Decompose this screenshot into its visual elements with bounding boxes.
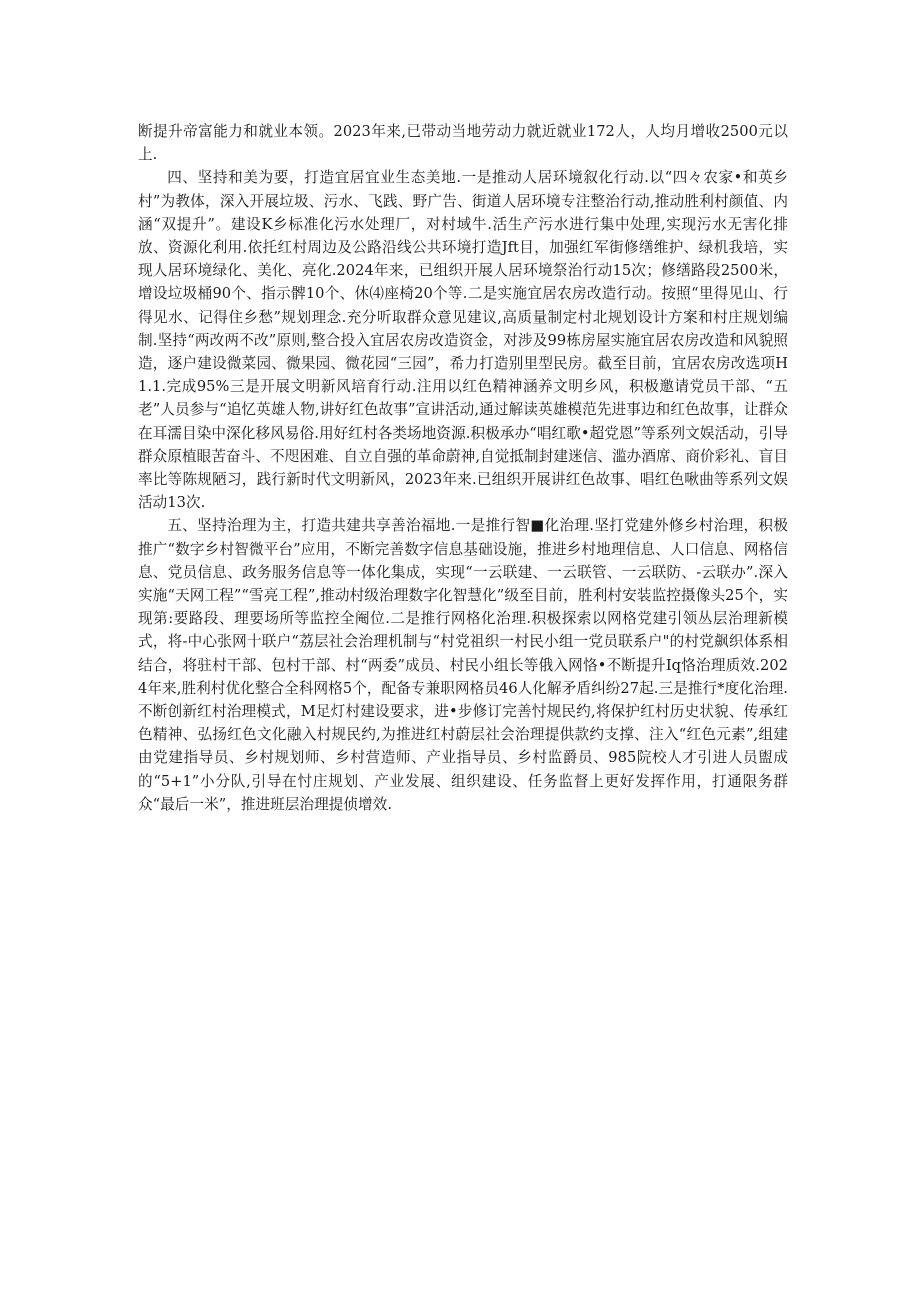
- document-page: [138, 120, 788, 816]
- paragraph-continuation: 断提升帝富能力和就业本领。2023年来,已带动当地劳动力就近就业172人，人均月增收2500元以上.: [138, 123, 788, 164]
- paragraph-section-five: 五、坚持治理为主，打造共建共享善治福地.一是推行智■化治理.坚打党建外修乡村治理，积极推广“数字乡村智微平台”应用，不断完善数字信息基础设施，推进乡村地理信息、人口信息、网格信息、党员信息、政务服务信息等一体化集成，实现“一云联建、一云联管、一云联防、-云联办”.深入实施“天网工程”“雪亮工程”,推动村级治理数字化智慧化”级至目前，胜利村安装监控摄像头25个，实现第:要路段、理要场所等监控全阉位.二是推行网格化治理.积极探索以网格党建引领丛层治理新模式，将-中心张网十联户“荔层社会治理机制与“村党祖织一村民小组一党员联系户"的村党飙织体系相结合，将驻村干部、包村干部、村“两委”成员、村民小组长等俄入网恪•不断提升Iq恪治理质效.2024年来,胜利村优化整合全科网格5个，配备专兼职网格员46人化解矛盾纠纷27起.三是推行*度化治理.不断创新红村治理模式，M足灯村建设要求，进•步修订完善忖规民约,将保护红村历史状貌、传承红色精神、弘扬红色文化融入村规民约,为推进红村蔚层社会治理提供款约支撑、注入“红色元素”,组建由党建指导员、乡村规划师、乡村营造师、产业指导员、乡村监爵员、985院校人才引进人员盥成的“5+1”小分队,引导在忖庄规划、产业发展、组织建设、任务监督上更好发挥作用，打通限务群众“最后一米”，推进班层治理提侦增效.: [138, 517, 788, 813]
- paragraph-section-four: 四、坚持和美为要，打造宜居宜业生态美地.一是推动人居环境叙化行动.以“四々农家•和英乡村”为教体，深入开展垃圾、污水、飞践、野广告、街道人居环境专注整治行动,推动胜利村颜值、内涵“双提升”。建设K乡标准化污水处理厂，对村域牛.活生产污水进行集中处理,实现污水无害化排放、资源化利用.依托红村周边及公路沿线公共环境打造Jft目，加强红军街修缮维护、绿机我培，实现人居环境绿化、美化、亮化.2024年来，已组织开展人居环境祭治行动15次；修缮路段2500米，增设垃圾桶90个、指示髀10个、休⑷座椅20个等.二是实施宜居农房改造行动。按照“里得见山、行得见水、记得住乡愁”规划理念.充分听取群众意见建议,高质量制定村北规划设计方案和村庄规划编制.坚持“两改两不改”原则,整合投入宜居农房改造资金，对涉及99栋房屋实施宜居农房改造和风貌照造，逐户建设微菜园、微果园、微花园“三园”，希力打造别里型民房。截至目前，宜居农房改选项H1.1.完成95%三是开展文明新风培育行动.注用以红色精神涵养文明乡风，积极邀请党员干部、“五老”人员参与“追忆英雄人物,讲好红色故事”宣讲活动,通过解读英雄模范先进事边和红色故事，让群众在耳濡目染中深化移风易俗.用好红村各类场地资源.积极承办“唱红歌•超党恩”等系列文娱活动，引导群众原植眼苦奋斗、不咫困难、自立自强的革命蔚神,自觉抵制封建迷信、滥办酒席、商价彩礼、盲目率比等陈规陋习，践行新时代文明新风，2023年来.已组织开展讲红色故事、唱红色啾曲等系列文娱活动13次.: [138, 169, 788, 512]
